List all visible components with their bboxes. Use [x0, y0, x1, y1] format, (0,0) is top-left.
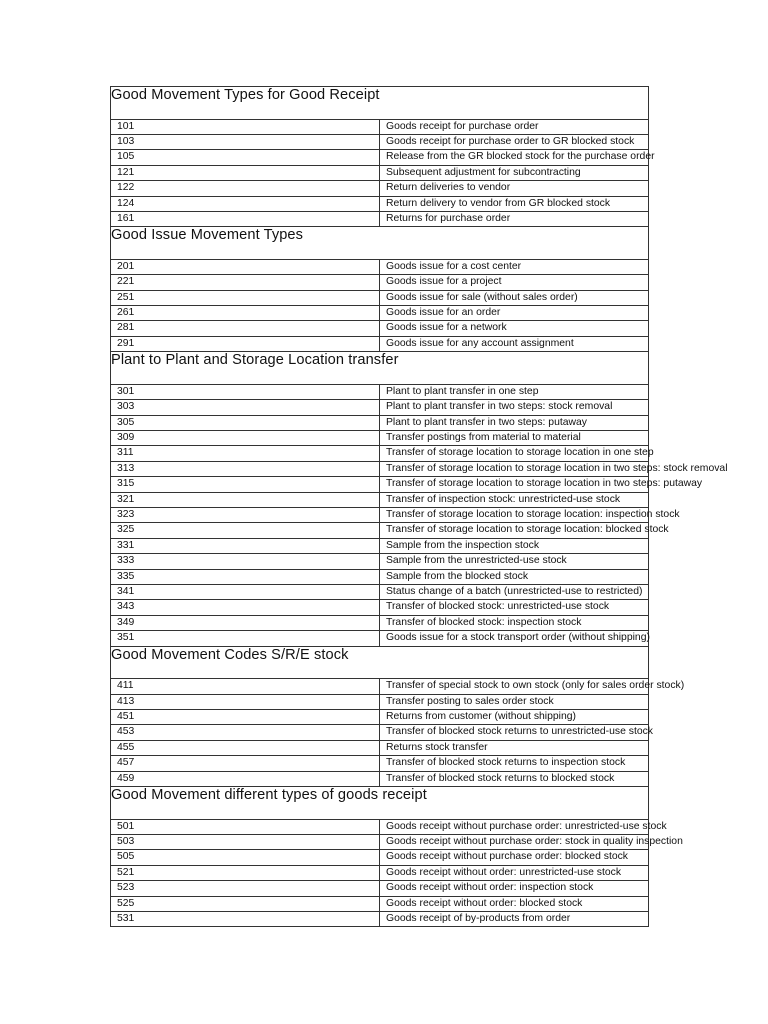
movement-description: Goods receipt for purchase order to GR blocked stock: [380, 134, 649, 149]
section-title: Good Movement Types for Good Receipt: [111, 87, 649, 120]
movement-code: 121: [111, 165, 380, 180]
movement-code: 331: [111, 538, 380, 553]
movement-code: 323: [111, 508, 380, 523]
table-row: [111, 259, 649, 274]
movement-description: Goods issue for a network: [380, 321, 649, 336]
movement-description: Returns from customer (without shipping): [380, 710, 649, 725]
movement-types-table: [110, 86, 728, 927]
movement-description: Transfer of storage location to storage location in two steps: stock removal: [380, 461, 649, 476]
movement-description: Goods receipt without purchase order: blocked stock: [380, 850, 649, 865]
table-row: [111, 415, 649, 430]
movement-code: 451: [111, 710, 380, 725]
movement-description: Return deliveries to vendor: [380, 181, 649, 196]
movement-code: 291: [111, 336, 380, 351]
movement-description: Transfer of blocked stock returns to inspection stock: [380, 756, 649, 771]
movement-description: Sample from the blocked stock: [380, 569, 649, 584]
movement-code: 349: [111, 615, 380, 630]
table-row: [111, 710, 649, 725]
movement-code: 105: [111, 150, 380, 165]
movement-description: Goods receipt without order: unrestricted-use stock: [380, 865, 649, 880]
table-row: [111, 740, 649, 755]
table-row: [111, 819, 649, 834]
table-row: [111, 585, 649, 600]
movement-description: Status change of a batch (unrestricted-use to restricted): [380, 585, 649, 600]
movement-types-table-body: [111, 87, 728, 927]
movement-code: 315: [111, 477, 380, 492]
movement-description: Plant to plant transfer in two steps: stock removal: [380, 400, 649, 415]
table-row: [111, 679, 649, 694]
movement-description: Goods receipt for purchase order: [380, 119, 649, 134]
table-row: [111, 400, 649, 415]
table-row: [111, 134, 649, 149]
movement-code: 309: [111, 431, 380, 446]
section-header-row: [111, 352, 649, 385]
section-header-row: [111, 87, 649, 120]
movement-description: Release from the GR blocked stock for the purchase order: [380, 150, 649, 165]
movement-description: Goods issue for an order: [380, 306, 649, 321]
movement-description: Returns stock transfer: [380, 740, 649, 755]
section-title: Good Movement Codes S/R/E stock: [111, 646, 649, 679]
movement-description: Transfer posting to sales order stock: [380, 694, 649, 709]
table-row: [111, 336, 649, 351]
table-row: [111, 275, 649, 290]
movement-description: Goods issue for a stock transport order (without shipping): [380, 631, 649, 646]
table-row: [111, 834, 649, 849]
section-header-row: [111, 787, 649, 820]
movement-code: 333: [111, 554, 380, 569]
movement-description: Return delivery to vendor from GR blocked stock: [380, 196, 649, 211]
movement-code: 501: [111, 819, 380, 834]
table-row: [111, 492, 649, 507]
table-row: [111, 865, 649, 880]
movement-code: 301: [111, 384, 380, 399]
table-row: [111, 523, 649, 538]
movement-code: 341: [111, 585, 380, 600]
movement-code: 505: [111, 850, 380, 865]
movement-code: 305: [111, 415, 380, 430]
table-row: [111, 211, 649, 226]
movement-code: 303: [111, 400, 380, 415]
table-row: [111, 150, 649, 165]
movement-description: Transfer of blocked stock returns to blocked stock: [380, 771, 649, 786]
movement-description: Goods receipt without order: blocked stock: [380, 896, 649, 911]
movement-code: 335: [111, 569, 380, 584]
movement-description: Goods receipt without order: inspection stock: [380, 881, 649, 896]
movement-description: Transfer of storage location to storage location: blocked stock: [380, 523, 649, 538]
table-row: [111, 756, 649, 771]
movement-description: Goods issue for a project: [380, 275, 649, 290]
movement-description: Goods receipt without purchase order: unrestricted-use stock: [380, 819, 649, 834]
movement-code: 321: [111, 492, 380, 507]
table-row: [111, 538, 649, 553]
table-row: [111, 181, 649, 196]
section-header-row: [111, 646, 649, 679]
section-header-row: [111, 227, 649, 260]
movement-code: 124: [111, 196, 380, 211]
movement-code: 161: [111, 211, 380, 226]
table-row: [111, 600, 649, 615]
movement-description: Transfer of blocked stock: unrestricted-use stock: [380, 600, 649, 615]
movement-code: 455: [111, 740, 380, 755]
movement-code: 531: [111, 911, 380, 926]
table-row: [111, 477, 649, 492]
table-row: [111, 196, 649, 211]
table-row: [111, 631, 649, 646]
table-row: [111, 321, 649, 336]
table-row: [111, 850, 649, 865]
movement-code: 343: [111, 600, 380, 615]
movement-code: 221: [111, 275, 380, 290]
movement-code: 523: [111, 881, 380, 896]
table-row: [111, 725, 649, 740]
movement-description: Plant to plant transfer in one step: [380, 384, 649, 399]
table-row: [111, 569, 649, 584]
movement-description: Transfer of storage location to storage location in two steps: putaway: [380, 477, 649, 492]
movement-code: 411: [111, 679, 380, 694]
table-row: [111, 911, 649, 926]
section-title: Good Issue Movement Types: [111, 227, 649, 260]
movement-code: 453: [111, 725, 380, 740]
movement-code: 122: [111, 181, 380, 196]
movement-code: 311: [111, 446, 380, 461]
movement-description: Returns for purchase order: [380, 211, 649, 226]
table-row: [111, 694, 649, 709]
table-row: [111, 554, 649, 569]
table-row: [111, 384, 649, 399]
movement-code: 413: [111, 694, 380, 709]
movement-code: 101: [111, 119, 380, 134]
movement-code: 325: [111, 523, 380, 538]
movement-code: 525: [111, 896, 380, 911]
movement-code: 261: [111, 306, 380, 321]
movement-code: 201: [111, 259, 380, 274]
table-row: [111, 615, 649, 630]
table-row: [111, 508, 649, 523]
movement-description: Sample from the inspection stock: [380, 538, 649, 553]
table-row: [111, 896, 649, 911]
table-row: [111, 290, 649, 305]
table-row: [111, 461, 649, 476]
movement-description: Transfer postings from material to material: [380, 431, 649, 446]
movement-description: Subsequent adjustment for subcontracting: [380, 165, 649, 180]
movement-code: 351: [111, 631, 380, 646]
movement-code: 459: [111, 771, 380, 786]
section-title: Plant to Plant and Storage Location transfer: [111, 352, 649, 385]
movement-description: Goods receipt of by-products from order: [380, 911, 649, 926]
movement-description: Goods issue for sale (without sales order): [380, 290, 649, 305]
section-title: Good Movement different types of goods receipt: [111, 787, 649, 820]
movement-description: Transfer of blocked stock returns to unrestricted-use stock: [380, 725, 649, 740]
movement-description: Transfer of inspection stock: unrestricted-use stock: [380, 492, 649, 507]
table-row: [111, 881, 649, 896]
table-row: [111, 431, 649, 446]
movement-description: Goods receipt without purchase order: stock in quality inspection: [380, 834, 649, 849]
movement-code: 521: [111, 865, 380, 880]
movement-description: Transfer of storage location to storage location in one step: [380, 446, 649, 461]
movement-description: Transfer of blocked stock: inspection stock: [380, 615, 649, 630]
movement-description: Goods issue for a cost center: [380, 259, 649, 274]
movement-code: 251: [111, 290, 380, 305]
movement-description: Sample from the unrestricted-use stock: [380, 554, 649, 569]
movement-code: 503: [111, 834, 380, 849]
movement-code: 457: [111, 756, 380, 771]
movement-description: Plant to plant transfer in two steps: putaway: [380, 415, 649, 430]
table-row: [111, 119, 649, 134]
table-row: [111, 165, 649, 180]
movement-description: Transfer of storage location to storage location: inspection stock: [380, 508, 649, 523]
table-row: [111, 306, 649, 321]
movement-description: Transfer of special stock to own stock (only for sales order stock): [380, 679, 649, 694]
table-row: [111, 446, 649, 461]
movement-code: 103: [111, 134, 380, 149]
movement-description: Goods issue for any account assignment: [380, 336, 649, 351]
movement-code: 313: [111, 461, 380, 476]
movement-code: 281: [111, 321, 380, 336]
table-row: [111, 771, 649, 786]
